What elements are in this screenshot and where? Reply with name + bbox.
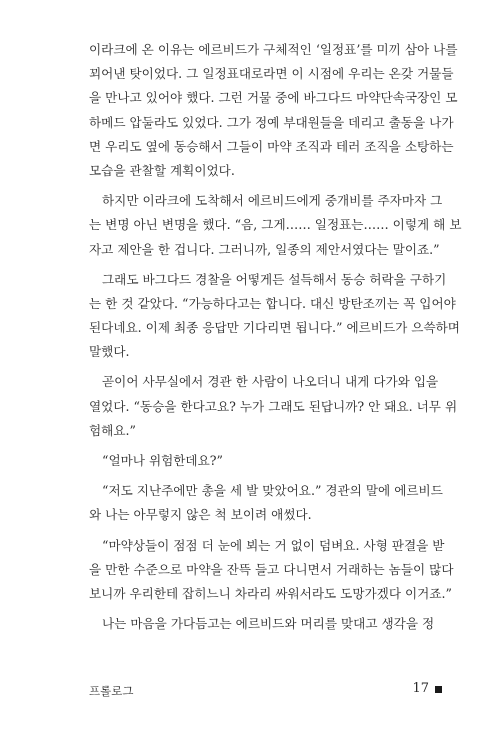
text-line: 보니까 우리한테 잡히느니 차라리 싸워서라도 도망가겠다 이거죠.” [89,585,452,601]
page-number: 17 [412,681,429,696]
text-line: “마약상들이 점점 더 눈에 뵈는 거 없이 덤벼요. 사형 판결을 받 [102,537,445,553]
running-footer-title: 프롤로그 [89,684,134,698]
text-line: 는 변명 아닌 변명을 했다. “음, 그게…… 일정표는…… 이렇게 해 보 [89,217,462,233]
text-line: “저도 지난주에만 총을 세 발 맞았어요.” 경관의 말에 에르비드 [102,483,443,499]
page-marker-square-icon [435,686,442,693]
text-line: 열었다. “동승을 한다고요? 누가 그래도 된답니까? 안 돼요. 너무 위 [89,398,458,414]
text-line: 꾀어낸 탓이었다. 그 일정표대로라면 이 시점에 우리는 온갖 거물들 [89,66,454,82]
text-line: 와 나는 아무렇지 않은 척 보이려 애썼다. [89,507,312,523]
text-line: 을 만나고 있어야 했다. 그런 거물 중에 바그다드 마약단속국장인 모 [89,90,458,106]
text-line: 하메드 압둘라도 있었다. 그가 정예 부대원들을 데리고 출동을 나가 [89,114,454,130]
text-line: “얼마나 위험한데요?” [102,453,223,468]
text-line: 자고 제안을 한 겁니다. 그러니까, 일종의 제안서였다는 말이죠.” [89,241,440,257]
text-line: 하지만 이라크에 도착해서 에르비드에게 중개비를 주자마자 그 [102,193,443,209]
text-line: 험해요.” [89,422,136,438]
text-line: 면 우리도 옆에 동승해서 그들이 마약 조직과 테러 조직을 소탕하는 [89,138,454,154]
text-line: 을 만한 수준으로 마약을 잔뜩 들고 다니면서 거래하는 놈들이 많다 [89,561,454,577]
text-line: 그래도 바그다드 경찰을 어떻게든 설득해서 동승 허락을 구하기 [102,271,447,287]
text-line: 곧이어 사무실에서 경관 한 사람이 나오더니 내게 다가와 입을 [102,374,439,390]
text-line: 나는 마음을 가다듬고는 에르비드와 머리를 맞대고 생각을 정 [102,616,435,632]
text-line: 된다네요. 이제 최종 응답만 기다리면 됩니다.” 에르비드가 으쓱하며 [89,320,460,336]
text-line: 말했다. [89,344,130,360]
text-line: 이라크에 온 이유는 에르비드가 구체적인 ‘일정표’를 미끼 삼아 나를 [89,42,458,57]
text-line: 모습을 관찰할 계획이었다. [89,162,235,178]
text-line: 는 한 것 같았다. “가능하다고는 합니다. 대신 방탄조끼는 꼭 입어야 [89,295,456,311]
body-text [89,38,462,636]
